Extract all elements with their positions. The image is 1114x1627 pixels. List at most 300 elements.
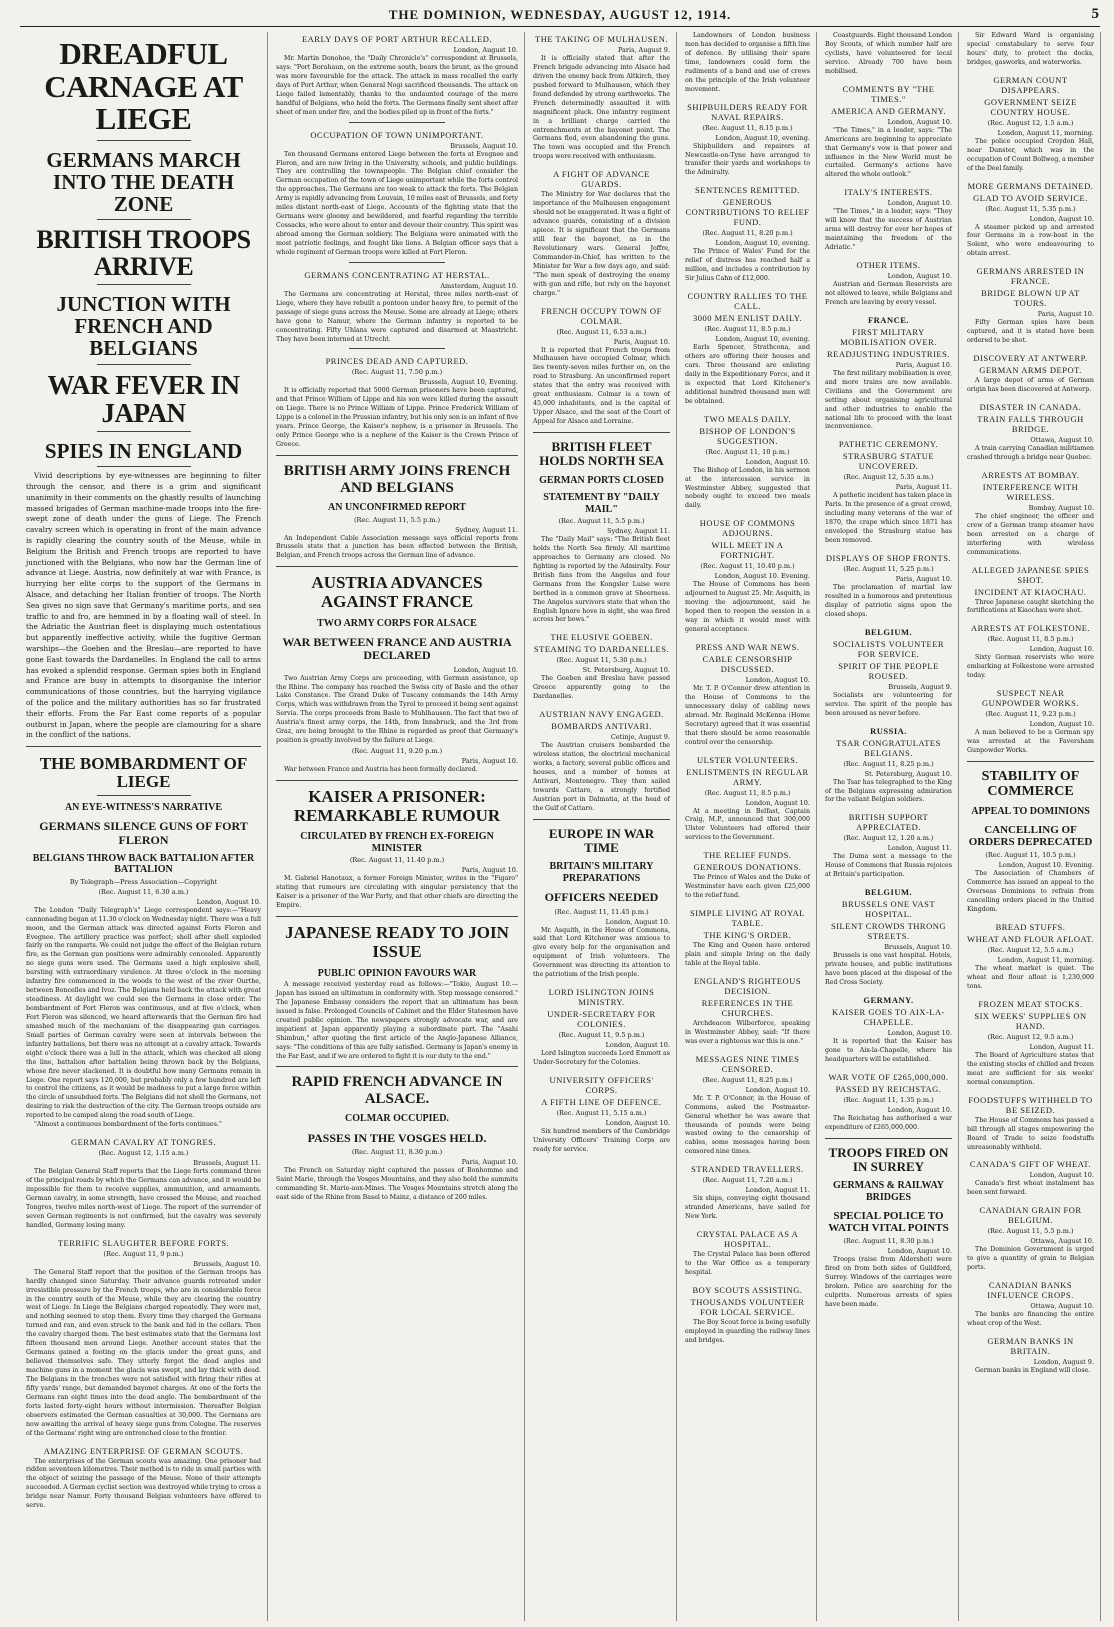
received-date: (Rec. August 11, 8.5 p.m.) — [704, 788, 791, 797]
headline-german-banks: GERMAN BANKS IN BRITAIN. — [987, 1336, 1074, 1357]
received-date: (Rec. August 11, 11.40 p.m.) — [349, 856, 445, 865]
article-body: The first military mobilisation is over, and more trains are now available. Civilians and the Government are setting about organising agricultural and other industries to enable the national life to proceed with the least inconvenience. — [825, 369, 952, 431]
article-body: The French on Saturday night captured the passes of Bonhomme and Saint Marie, through the Vosges Mountains, and they also hold the summits commanding St. Marie-aux-Mines. The Vosges Mountains stretch along the east side of the Rhine from Basel to Mainz, a distance of 200 miles. — [276, 1167, 518, 1201]
subhead-public-opinion: PUBLIC OPINION FAVOURS WAR — [317, 967, 477, 979]
dateline: St. Petersburg, August 10. — [582, 666, 670, 675]
divider — [276, 780, 518, 781]
subhead-kings-order: THE KING'S ORDER. — [703, 930, 792, 941]
subhead-glad-avoid: GLAD TO AVOID SERVICE. — [973, 192, 1088, 203]
headline-canadian-grain: CANADIAN GRAIN FOR BELGIUM. — [979, 1205, 1082, 1226]
article-body: A steamer picked up and arrested four Germans in a row-boat in the Solent, who were endeavouring to obtain arrest. — [967, 223, 1094, 258]
dateline: London, August 10, evening. — [715, 335, 810, 344]
dateline: Amsterdam, August 10. — [440, 281, 518, 290]
dateline: London, August 10. Evening. — [714, 572, 810, 581]
article-body: At a meeting in Belfast, Captain Craig, M.P., announced that 300,000 Ulster Volunteers had offered their services to the Government. — [685, 807, 810, 842]
headline-russia: RUSSIA. — [870, 725, 907, 736]
article-body: A message received yesterday read as follows:—"Tokio, August 10.—Japan has issued an ultimatum in conformity with. Step message censored." The Japanese Embassy considers the report that an ultimatum has been issued is false. Prolonged Councils of Cabinet and the Elder Statesmen have created public opinion. The newspapers strongly advocate war, and are impatient at Japan apparently playing a subordinate part. The "Asahi Shimbun," after quoting the first article of the Anglo-Japanese Alliance, says: "The conditions of this are fully satisfied. Germany is Japan's enemy in the Far East, and if we are ordered to fight it is our duty to the end." — [276, 981, 518, 1060]
dateline: London, August 10. — [887, 272, 952, 280]
subhead-special-police: SPECIAL POLICE TO WATCH VITAL POINTS — [828, 1210, 949, 1235]
headline-shipbuilders: SHIPBUILDERS READY FOR NAVAL REPAIRS. — [687, 101, 808, 122]
subhead-kiaochau: INCIDENT AT KIAOCHAU. — [974, 586, 1087, 597]
article-body: The Crystal Palace has been offered to the War Office as a temporary hospital. — [685, 1251, 810, 1276]
column-5 — [819, 32, 959, 1621]
subhead-two-army-corps: TWO ARMY CORPS FOR ALSACE — [317, 617, 477, 629]
received-date: (Rec. August 12, 5.5 a.m.) — [987, 946, 1074, 955]
article-body: The Prince of Wales and the Duke of Westminster have each given £25,000 to the relief fund. — [685, 874, 810, 900]
article-body: "The Times," in a leader, says: "The Americans are beginning to appreciate that Germany's vow is that power and influence in the New World must be curtailed. Germany's actions have altered the whole outlook." — [825, 126, 952, 179]
subhead-military-preparations: BRITAIN'S MILITARY PREPARATIONS — [549, 861, 654, 884]
divider — [349, 348, 446, 349]
subhead-america-germany: AMERICA AND GERMANY. — [831, 105, 946, 116]
dateline: London, August 10. — [605, 917, 670, 926]
article-body: It is officially stated that after the French brigade advancing into Alsace had driven the enemy back from Altkirch, they pushed forward to Mulhausen, which they found defended by strong earthworks. The French determinedly assaulted it with magnificent pluck. One infantry regiment in a brilliant charge carried the entrenchments at the bayonet point. The Germans fled, even abandoning the guns. The town was occupied and the French troops were received with enthusiasm. — [533, 55, 670, 161]
dateline: Paris, August 10. — [461, 757, 518, 766]
article-body: Mr. T. P. O'Connor, in the House of Commons, asked the Postmaster-General whether he was aware that thousands of pounds were being wasted owing to the censorship of cables, some messages having been censored nine times. — [685, 1094, 810, 1156]
received-date: (Rec. August 11, 10 p.m.) — [705, 447, 790, 456]
article-body: The King and Queen have ordered plain and simple living on the daily table at the Royal table. — [685, 942, 810, 967]
headline-british-fleet: BRITISH FLEET HOLDS NORTH SEA — [539, 438, 664, 469]
dateline: London, August 11. — [887, 844, 952, 853]
subhead-churches: REFERENCES IN THE CHURCHES. — [701, 997, 794, 1018]
headline-princes-dead: PRINCES DEAD AND CAPTURED. — [325, 356, 469, 367]
dateline: Paris, August 10. — [895, 575, 952, 583]
headline-pathetic-ceremony: PATHETIC CEREMONY. — [838, 439, 939, 450]
dateline: Brussels, August 10. — [450, 141, 518, 150]
article-body: The London "Daily Telegraph's" Liege correspondent says:—"Heavy cannonading began at 11.30 o'clock on Wednesday night. There was a full moon, and the German attack was directed against Forts Fleron and Evegnee. The artillery practice was perfect; shell after shell exploded fairly on the ramparts. We could not judge the effect of the Belgian return fire, as the German gun positions were admirably concealed. Apparently no siege guns were used. The Germans used a high explosive shell, bursting with extraordinary virulence. At three o'clock in the morning infantry fire commenced in the woods to the west of the river Ourthe, between Boncelles and Ivoz. The Belgians held back the attack with great steadiness. At daylight we could see the Germans in close order. The bombardment of Fort Fleron was continuous, and at five o'clock, when Fort Fleron was silenced, we heard afterwards that the German fire had smashed much of the mechanism of the disappearing gun carriages. Small parties of German cavalry were seen at intervals between the infantry battalions, but there was no attempt at a cavalry attack. Towards eight o'clock there was a lull in the attack, which was checked all along the line, battalion after battalion being thrown back by the Belgians, whose fire never slackened. It is doubtful how many Germans remain in Liege. One report says 120,000, but probably only a few hundred are left to control the citizens, as it would be madness to put a large force within the circle of unsubdued forts. The Belgians did not shell the Germans, not desiring to risk the destruction of the city. The German troops outside are reported to be camped along the road south of Liege. — [26, 906, 261, 1120]
dateline: London, August 10. — [453, 46, 518, 54]
subhead-arms-depot: GERMAN ARMS DEPOT. — [979, 365, 1082, 376]
headline-spies-england: SPIES IN ENGLAND — [44, 439, 243, 464]
headline-europe-war-time: EUROPE IN WAR TIME — [548, 825, 655, 856]
divider — [349, 262, 446, 263]
article-body: The Association of Chambers of Commerce has issued an appeal to the Overseas Dominions to refrain from cancelling orders placed in the United Kingdom. — [967, 870, 1094, 914]
divider — [276, 566, 518, 567]
divider — [26, 746, 261, 747]
headline-bombay: ARRESTS AT BOMBAY. — [981, 469, 1080, 480]
article-body: A train carrying Canadian militiamen crashed through a bridge near Quebec. — [967, 444, 1094, 461]
article-body: A pathetic incident has taken place in Paris. In the presence of a great crowd, including many veterans of the war of 1870, the crape which since 1871 has enveloped the Strasburg statue has been removed. — [825, 492, 952, 545]
headline-terrific-slaughter: TERRIFIC SLAUGHTER BEFORE FORTS. — [57, 1237, 230, 1248]
newspaper-title: THE DOMINION, WEDNESDAY, AUGUST 12, 1914. — [388, 7, 732, 22]
headline-foodstuffs-seized: FOODSTUFFS WITHHELD TO BE SEIZED. — [968, 1094, 1093, 1115]
dateline: London, August 10. — [887, 199, 952, 208]
article-body: A man believed to be a German spy was arrested at the Faversham Gunpowder Works. — [967, 729, 1094, 755]
subhead-brussels-hospital: BRUSSELS ONE VAST HOSPITAL. — [841, 899, 936, 920]
headline-herstal: GERMANS CONCENTRATING AT HERSTAL. — [304, 269, 490, 280]
subhead-wireless: INTERFERENCE WITH WIRELESS. — [982, 481, 1079, 502]
column-6 — [961, 32, 1101, 1621]
divider — [967, 761, 1094, 762]
headline-canada-wheat: CANADA'S GIFT OF WHEAT. — [969, 1159, 1092, 1170]
article-body: Troops (raise from Aldershot) were fired on from both sides of Guildford, Surrey. Windows of the carriages were broken. Police are searching for the culprits. Numerous arrests of spies have been made. — [825, 1256, 952, 1309]
article-body: Mr. Asquith, in the House of Commons, said that Lord Kitchener was anxious to give every help for the organisation and equipment of Irish volunteers. The Government was directing its attention to the patriotism of the Irish people. — [533, 926, 670, 979]
dateline: London, August 10. — [887, 1028, 952, 1037]
headline-arrested-france: GERMANS ARRESTED IN FRANCE. — [976, 266, 1085, 287]
headline-amazing-enterprise: AMAZING ENTERPRISE OF GERMAN SCOUTS. — [43, 1445, 244, 1456]
received-date: (Rec. August 11, 7.50 p.m.) — [351, 368, 443, 377]
subhead-donations: GENEROUS DONATIONS. — [693, 862, 802, 873]
subhead-appeal-dominions: APPEAL TO DOMINIONS — [971, 805, 1090, 817]
subhead-3000-men: 3000 MEN ENLIST DAILY. — [693, 313, 802, 324]
column-3 — [527, 32, 677, 1621]
headline-comments-times: COMMENTS BY "THE TIMES." — [842, 83, 935, 104]
article-body: Canada's first wheat instalment has been sent forward. — [967, 1180, 1094, 1197]
divider — [97, 219, 191, 220]
article-body: The Germans are concentrating at Herstal, three miles north-east of Liege, where they have rebuilt a pontoon under heavy fire, to permit of the passage of siege guns across the Meuse. Some are already at Liege; others have gone to Namur, where the German infantry is reported to be concentrating. Fifty Uhlans were captured and disarmed at Maastricht. They have been interned at Utrecht. — [276, 290, 518, 343]
received-date: (Rec. August 11, 5.5 p.m.) — [558, 517, 645, 526]
headline-ulster: ULSTER VOLUNTEERS. — [697, 754, 798, 765]
dateline: Brussels, August 11. — [193, 1159, 261, 1168]
article-body: German banks in England will close. — [975, 1367, 1091, 1375]
subhead-under-secretary: UNDER-SECRETARY FOR COLONIES. — [547, 1009, 656, 1030]
received-date: (Rec. August 11, 8.5 p.m.) — [987, 635, 1074, 644]
subhead-fifth-line: A FIFTH LINE OF DEFENCE. — [541, 1097, 662, 1107]
dateline: London, August 10. — [887, 1105, 952, 1114]
article-body: Archdeacon Wilberforce, speaking in Westminster Abbey, said: "If there was ever a righteous war this is one." — [685, 1019, 810, 1045]
dateline: Paris, August 11. — [895, 483, 952, 492]
headline-university-officers: UNIVERSITY OFFICERS' CORPS. — [549, 1075, 654, 1095]
headline-country-rallies: COUNTRY RALLIES TO THE CALL. — [687, 291, 808, 312]
headline-canadian-banks: CANADIAN BANKS INFLUENCE CROPS. — [987, 1280, 1074, 1301]
headline-port-arthur: EARLY DAYS OF PORT ARTHUR RECALLED. — [301, 34, 493, 44]
subhead-passes-vosges: PASSES IN THE VOSGES HELD. — [307, 1130, 487, 1145]
received-date: (Rec. August 11, 8.15 p.m.) — [702, 123, 793, 132]
column-4 — [679, 32, 817, 1621]
subhead-six-weeks: SIX WEEKS' SUPPLIES ON HAND. — [974, 1010, 1087, 1031]
article-body: The wheat market is quiet. The wheat and flour afloat is 1,230,000 tons. — [967, 965, 1094, 991]
headline-lord-islington: LORD ISLINGTON JOINS MINISTRY. — [548, 987, 655, 1008]
dateline: London, August 10. Evening. — [998, 861, 1094, 870]
column-1 — [20, 32, 268, 1621]
subhead-volunteer: THOUSANDS VOLUNTEER FOR LOCAL SERVICE. — [690, 1296, 805, 1317]
dateline: London, August 9. — [1033, 1358, 1094, 1367]
article-body: The Belgian General Staff reports that the Liege forts command three of the principal roads by which the Germans can advance, and it would be impossible for them to receive supplies, ammunition, and armaments. German cavalry, in some strength, have crossed the Meuse, and reached Tongres, twelve miles north-west of Liege. The report of the surrender of seven German regiments is not confirmed, but the cavalry was severely handled, Germany losing many. — [26, 1168, 261, 1229]
headline-crystal-palace: CRYSTAL PALACE AS A HOSPITAL. — [696, 1229, 799, 1250]
article-body: The Ministry for War declares that the importance of the Mulhausen engagement should not be exaggerated. It was a fight of advance guards, consisting of a division apiece. It is significant that the Germans still fear the bayonet, as in the Revolutionary wars. General Joffre, Commander-in-Chief, has written to the Minister for War a few days ago, and said: "The men speak of destroying the enemy with gun and rifle, but rely on the bayonet charge." — [533, 191, 670, 297]
article-body: It is reported that French troops from Mulhausen have occupied Colmar, which lies twenty-seven miles further on, on the road to Strasburg. An unconfirmed report states that the entry was received with great enthusiasm. Colmar is a town of 45,000 inhabitants, and is the capital of Upper Alsace, and the seat of the Court of Appeal for Alsace and Lorraine. — [533, 346, 670, 425]
divider — [825, 1138, 952, 1139]
dateline: Paris, August 10. — [613, 337, 670, 346]
dateline: Brussels, August 10. — [884, 943, 952, 952]
headline-junction: JUNCTION WITH FRENCH AND BELGIANS — [56, 292, 231, 361]
divider — [97, 364, 191, 365]
article-body: The police occupied Croydon Hall, near Dunster, which was in the occupation of Count Bollweg, a member of the Deel family. — [967, 137, 1094, 172]
dateline: Sydney, August 11. — [455, 525, 518, 534]
article-body: The enterprises of the German scouts was amazing. One prisoner had ridden seventeen kilometres. Their method is to ride in small parties with the object of seizing the passage of the Meuse. None of their attempts succeeded. A German cyclist section was destroyed while trying to cross a bridge near Namur. Forty thousand Belgian volunteers have offered to serve. — [26, 1457, 261, 1510]
dateline: Paris, August 10. — [1037, 310, 1094, 319]
headline-dreadful-carnage: DREADFUL CARNAGE AT LIEGE — [44, 36, 243, 137]
headline-disaster-canada: DISASTER IN CANADA. — [979, 401, 1082, 412]
subhead-daily-mail: STATEMENT BY "DAILY MAIL" — [543, 492, 660, 515]
subhead-kaiser-aix: KAISER GOES TO AIX-LA-CHAPELLE. — [832, 1006, 945, 1027]
headline-simple-living: SIMPLE LIVING AT ROYAL TABLE. — [690, 908, 805, 929]
headline-kaiser-prisoner: KAISER A PRISONER: REMARKABLE RUMOUR — [293, 787, 501, 825]
article-body: An Independent Cable Association message says official reports from Brussels state that a junction has been effected between the British, Belgian, and French troops across the German line of advance. — [276, 534, 518, 560]
article-body: The Boy Scout force is being usefully employed in guarding the railway lines and bridges. — [685, 1318, 810, 1344]
received-date: (Rec. August 11, 8.5 p.m.) — [704, 325, 791, 334]
subhead-tsar: TSAR CONGRATULATES BELGIANS. — [836, 737, 941, 758]
received-date: (Rec. August 11, 5.25 p.m.) — [843, 565, 934, 573]
subhead-dardanelles: STEAMING TO DARDANELLES. — [533, 644, 670, 655]
article-body: The Tsar has telegraphed to the King of the Belgians expressing admiration for the valiant Belgian soldiers. — [825, 778, 952, 804]
article-body: Six ships, conveying eight thousand stranded Americans, have sailed for New York. — [685, 1195, 810, 1221]
received-date: (Rec. August 12, 9.5 a.m.) — [987, 1032, 1074, 1041]
headline-france: FRANCE. — [867, 314, 910, 325]
dateline: London, August 10. — [745, 798, 810, 807]
column-2 — [270, 32, 525, 1621]
headline-frozen-meat: FROZEN MEAT STOCKS. — [978, 998, 1083, 1009]
dateline: Sydney, August 11. — [607, 527, 670, 536]
subhead-eyewitness: AN EYE-WITNESS'S NARRATIVE — [64, 801, 223, 813]
dateline: London, August 10. — [605, 1119, 670, 1127]
divider — [97, 140, 191, 141]
headline-italy: ITALY'S INTERESTS. — [844, 187, 933, 198]
article-body: Austrian and German Reservists are not allowed to leave, while Belgians and French are leaving by every vessel. — [825, 281, 952, 306]
dateline: Paris, August 10. — [461, 866, 518, 875]
subhead-antivari: BOMBARDS ANTIVARI. — [551, 721, 652, 732]
dateline: London, August 10. — [887, 1247, 952, 1256]
received-date: (Rec. August 11, 9.23 p.m.) — [985, 710, 1076, 719]
dateline: Brussels, August 10. — [193, 1259, 261, 1268]
subhead-censorship: CABLE CENSORSHIP DISCUSSED. — [702, 653, 793, 674]
article-body: The proclamation of martial law resulted in a humorous and pretentious display of patriotic signs upon the closed shops. — [825, 584, 952, 618]
article-body: The General Staff report that the position of the German troops has hardly changed since Saturday. Their advance guards retreated under irresistible pressure by the French troops, who are in considerable force in the country south of the Meuse, while they are clearing the country west of Liege. In Liege the Belgians charged repeatedly. They were met, and nothing seemed to stop them. Every time they charged the Germans turned and ran, and even struck to the bank and hid in the cellars. Then the cavalry charged them. The best estimates state that the Germans lost fifteen thousand men around Liege. Another account states that the Germans gained a footing on the glacis under the great guns, and believed themselves safe. They utterly forgot the dead angles and machine guns in a moment the glacis was swept, and lay thick with dead. The Belgians in the trenches were not satisfied with firing their rifles at fifty yards' range, but demanded bayonet charges. At one of the forts the Germans ran eight times into the dead angle. The bombardment of the forts lasted forty-eight hours without intermission. Thereafter Belgian observers estimated the German casualties at 30,000. The Germans are now awaiting the arrival of heavy siege guns from Cologne. The reserves of the Germans' right wing are entrenched close to the frontier. — [26, 1268, 261, 1437]
article-body: The Reichstag has authorised a war expenditure of £265,000,000. — [825, 1114, 952, 1131]
subhead-fort-fleron: GERMANS SILENCE GUNS OF FORT FLERON — [39, 819, 248, 847]
subhead-cancelling-orders: CANCELLING OF ORDERS DEPRECATED — [968, 824, 1093, 849]
received-date: (Rec. August 11, 8.20 p.m.) — [702, 229, 793, 238]
dateline: London, August 10. — [745, 675, 810, 684]
headline-german-cavalry: GERMAN CAVALRY AT TONGRES. — [70, 1137, 217, 1148]
divider — [97, 431, 191, 432]
received-date: (Rec. August 12, 1.5 a.m.) — [987, 118, 1074, 127]
article-body: It is reported that the Kaiser has gone to Aix-la-Chapelle, where his headquarters will be established. — [825, 1037, 952, 1063]
subhead-silent-crowds: SILENT CROWDS THRONG STREETS. — [831, 921, 946, 942]
article-body: The Goeben and Breslau have passed Greece apparently going to the Dardanelles. — [533, 675, 670, 701]
dateline: Ottawa, August 10. — [1030, 1302, 1094, 1311]
headline-messages-censored: MESSAGES NINE TIMES CENSORED. — [695, 1053, 800, 1074]
headline-goeben: THE ELUSIVE GOEBEN. — [550, 632, 653, 643]
article-body: Landowners of London business men has decided to organise a fifth line of defence. By utilising their spare time, landowners could form the rudiments of a band and use of crews on the principle of the Irish volunteer movement. — [685, 32, 810, 93]
headline-british-army-joins: BRITISH ARMY JOINS FRENCH AND BELGIANS — [283, 463, 511, 496]
dateline: London, August 10. — [196, 897, 261, 906]
received-date: (Rec. August 11, 6.53 a.m.) — [556, 327, 647, 336]
dateline: London, August 10. — [887, 117, 952, 126]
headline-bread-stuffs: BREAD STUFFS. — [995, 922, 1066, 933]
received-date: (Rec. August 12, 1.20 a.m.) — [843, 834, 934, 843]
article-body: The Duma sent a message to the House of Commons that Russia rejoices at Britain's participation. — [825, 853, 952, 879]
dateline: London, August 10. — [745, 457, 810, 466]
received-date: (Rec. August 11, 5.15 a.m.) — [556, 1109, 647, 1117]
article-body: The Bishop of London, in his sermon at the intercession service in Westminster Abbey, suggested that nobody ought to exceed two meals daily. — [685, 466, 810, 510]
dateline: London, August 10, evening. — [715, 239, 810, 248]
subhead-relief-fund: GENEROUS CONTRIBUTIONS TO RELIEF FUND. — [685, 197, 810, 228]
article-body: The Austrian cruisers bombarded the wireless station, the electrical mechanical works, a factory, several public offices and houses, and a number of homes at Antivari, Montenegro. They then sailed towards Cattaro, a strongly fortified Austrian port in Dalmatia, at the head of the Gulf of Cattaro. — [533, 742, 670, 812]
received-date: (Rec. August 11, 8.25 p.m.) — [843, 759, 934, 768]
divider — [97, 284, 191, 285]
headline-shop-fronts: DISPLAYS OF SHOP FRONTS. — [825, 553, 952, 563]
headline-bombardment-liege: THE BOMBARDMENT OF LIEGE — [39, 754, 248, 792]
received-date: (Rec. August 11, 8.30 p.m.) — [351, 1148, 443, 1157]
subhead-wheat-flour: WHEAT AND FLOUR AFLOAT. — [967, 934, 1094, 945]
dateline: Paris, August 10. — [895, 360, 952, 369]
subhead-bridge-tours: BRIDGE BLOWN UP AT TOURS. — [981, 288, 1080, 309]
headline-stability-commerce: STABILITY OF COMMERCE — [981, 769, 1080, 800]
received-date: (Rec. August 11, 8.25 p.m.) — [702, 1075, 793, 1084]
headline-relief-funds: THE RELIEF FUNDS. — [703, 850, 792, 861]
article-body: Socialists are volunteering for service. The spirit of the people has been aroused as never before. — [825, 691, 952, 717]
subhead-officers-needed: OFFICERS NEEDED — [544, 890, 659, 905]
subhead-belgians-throw-back: BELGIANS THROW BACK BATTALION AFTER BATTALION — [32, 852, 255, 876]
headline-germany: GERMANY. — [863, 994, 914, 1005]
subhead-mobilisation-over: FIRST MILITARY MOBILISATION OVER. — [840, 326, 937, 347]
dateline: London, August 10. — [605, 1041, 670, 1050]
subhead-bishop: BISHOP OF LONDON'S SUGGESTION. — [699, 425, 796, 446]
headline-war-fever-japan: WAR FEVER IN JAPAN — [47, 369, 240, 428]
dateline: London, August 10, evening. — [715, 133, 810, 142]
divider — [533, 819, 670, 820]
intro-summary: Vivid descriptions by eye-witnesses are beginning to filter through the censor, and there is a grim and significant unanimity in their comments on the ghastly results of launching massed brigades of German machine-made troops into the fire-swept zone of death under the guns of Liege. The French cavalry screen which is operating in front of the main advance is rapidly clearing the country south of the Meuse, while in Belgium the British and French troops are reported to have junctioned with the Belgians, who now bar the German line of advance at Liege. Austria, now definitely at war with France, is hurrying her elite corps to the support of the Germans in Alsace, and detaching her Italian frontier of troops. The North Sea gives no sign save that Germany's maritime ports, and sea traffic to and fro, are hemmed in by a floating wall of steel. In the Adriatic the Austrian fleet is displaying much ostentatious but apparently ineffective activity, while the fugitive German warships—the Goeben and the Breslau—are reported to have gone East towards the Dardanelles. In England the call to arms has evoked a splendid response. German spies both in England and France are busy in attempts to disorganise the interior communications of those countries, but the harrying vigilance of the police and the military authorities has so far frustrated their efforts. From the Far East come reports of a popular outburst in Japan, where the people are clamouring for a share in the conflict of the nations. — [26, 471, 261, 740]
headline-belgium-2: BELGIUM. — [864, 887, 913, 898]
article-body: Six hundred members of the Cambridge University Officers' Training Corps are ready for service. — [533, 1128, 670, 1153]
article-body: The House of Commons has been adjourned to August 25. Mr. Asquith, in moving the adjournment, said he hoped then to reopen the session in a way in which it would meet with general acceptance. — [685, 581, 810, 633]
received-date: (Rec. August 11, 9 p.m.) — [103, 1249, 184, 1258]
article-body: The Dominion Government is urged to give a quantity of grain to Belgian ports. — [967, 1246, 1094, 1272]
headline-other-items: OTHER ITEMS. — [856, 260, 921, 270]
divider — [349, 122, 446, 123]
received-date: (Rec. August 12, 5.35 a.m.) — [843, 473, 934, 482]
headline-germans-march: GERMANS MARCH INTO THE DEATH ZONE — [46, 147, 241, 216]
article-body: The banks are financing the entire wheat crop of the West. — [967, 1311, 1094, 1328]
divider — [276, 455, 518, 456]
dateline: London, August 10. — [453, 665, 518, 674]
article-body: Mr. T. P. O'Connor drew attention in the House of Commons to the unnecessary delay of cabling news abroad. Mr. Reginald McKenna (Home Secretary) agreed that it was essential that there should be some reasonable control over the censorship. — [685, 684, 810, 746]
article-body: Brussels is one vast hospital. Hotels, private houses, and public institutions have been placed at the disposal of the Red Cross Society. — [825, 952, 952, 986]
dateline: St. Petersburg, August 10. — [864, 769, 952, 778]
dateline: London, August 11, morning. — [997, 956, 1094, 965]
received-date: (Rec. August 11, 5.30 p.m.) — [556, 656, 647, 665]
article-body: Fifty German spies have been captured, and it is stated have been ordered to be shot. — [967, 319, 1094, 345]
article-body: M. Gabriel Hanotaux, a former Foreign Minister, writes in the "Figaro" stating that rumours are circulating with singular persistency that the Kaiser is a prisoner of the War Party, and that other chiefs are directing the Empire. — [276, 875, 518, 910]
received-date: (Rec. August 11, 8.30 p.m.) — [843, 1237, 934, 1246]
subhead-country-house: GOVERNMENT SEIZE COUNTRY HOUSE. — [984, 96, 1077, 117]
article-body: The chief engineer, the officer and crew of a German tramp steamer have been arrested on a charge of interfering with wireless communications. — [967, 512, 1094, 556]
subhead-reichstag: PASSED BY REICHSTAG. — [835, 1083, 942, 1094]
article-body: "The Times," in a leader, says: "They will know that the success of Austrian arms will destroy for ever her hopes of maintaining the freedom of the Adriatic." — [825, 208, 952, 252]
received-date: (Rec. August 11, 7.20 a.m.) — [702, 1176, 793, 1185]
article-body: It is officially reported that 5000 German prisoners have been captured, and that Prince William of Lippe and his son were killed during the assault on Liege. There is no Prince William of Lippe. Prince Frederick William of Lippe is a colonel in the Prussian infantry, but his only son is an infant of five years. Prince George, the Kaiser's nephew, is a prisoner in Brussels. The only Prince George who is a nephew of the Kaiser is the Crown Prince of Greece. — [276, 387, 518, 449]
received-date: (Rec. August 11, 5.5 p.m.) — [987, 1227, 1074, 1236]
headline-count-disappears: GERMAN COUNT DISAPPEARS. — [993, 74, 1068, 95]
subhead-ports-closed: GERMAN PORTS CLOSED — [539, 474, 664, 486]
headline-austria-advances: AUSTRIA ADVANCES AGAINST FRANCE — [311, 573, 483, 611]
received-date: (Rec. August 12, 1.15 a.m.) — [98, 1149, 189, 1158]
article-body: Sir Edward Ward is organising special constabulary to serve four hours' duty, to protect the docks, bridges, gasworks, and waterworks. — [967, 32, 1094, 66]
received-date: (Rec. August 11, 6.30 a.m.) — [98, 887, 189, 896]
dateline: London, August 10. — [1029, 720, 1094, 729]
article-body: War between France and Austria has been formally declared. — [284, 766, 478, 774]
headline-war-vote: WAR VOTE OF £265,000,000. — [828, 1071, 949, 1082]
headline-occupation-town: OCCUPATION OF TOWN UNIMPORTANT. — [310, 129, 484, 140]
article-body: Lord Islington succeeds Lord Emmott as Under-Secretary for the Colonies. — [533, 1050, 670, 1067]
dateline: London, August 10. — [1029, 645, 1094, 654]
page-number: 5 — [1091, 6, 1100, 22]
received-date: (Rec. August 11, 1.35 p.m.) — [843, 1095, 934, 1104]
headline-belgium: BELGIUM. — [864, 626, 913, 637]
dateline: Cetinje, August 9. — [610, 733, 670, 742]
article-body: The Prince of Wales' Fund for the relief of distress has reached half a million, and includes a contribution by Sir Julius Cahn of £12,000. — [685, 248, 810, 283]
headline-stranded: STRANDED TRAVELLERS. — [691, 1164, 804, 1175]
article-body: Two Austrian Army Corps are proceeding, with German assistance, up the Rhine. The company has reached the Swiss city of Basle and the other Lake Constance. The Grand Duke of Tuscany commands the 14th Army Corps, which was withdrawn from the Tyrol to proceed it being sent against Servia. The corps proceeds from Basle to Muhlhausen. The fact that two of Austria's finest army corps, the 14th, from Innsbruck, and the 3rd from Graz, are being brought to the Rhine is regarded as proof that Germany's position is greatly involved by the failure at Liege. — [276, 674, 518, 745]
subhead-industries: READJUSTING INDUSTRIES. — [827, 348, 950, 359]
article-body: Mr. Martin Donohoe, the "Daily Chronicle's" correspondent at Brussels, says: "Port Borahaun, on the extreme south, bears the brunt, as the ground was more favourable for the attack. The attack in mass recalled the early days of Port Arthur, when General Nogi sacrificed thousands. The attack on Liege failed lamentably, thanks to the undaunted courage of the mere handful of Belgians, who held the forts. The Germans finally sent sheet after sheet of men under fire, and the bodies piled up in front of the forts." — [276, 55, 518, 116]
headline-boy-scouts: BOY SCOUTS ASSISTING. — [692, 1284, 803, 1295]
received-date: (Rec. August 11, 5.35 p.m.) — [985, 204, 1076, 213]
subhead-socialists: SOCIALISTS VOLUNTEER FOR SERVICE. — [832, 638, 945, 659]
dateline: London, August 10. — [1029, 214, 1094, 223]
headline-more-germans: MORE GERMANS DETAINED. — [967, 180, 1094, 191]
headline-sentences-remitted: SENTENCES REMITTED. — [695, 185, 800, 196]
dateline: London, August 10. — [745, 1085, 810, 1094]
article-body: The House of Commons has passed a bill through all stages empowering the Board of Trade to seize foodstuffs unreasonably withheld. — [967, 1116, 1094, 1151]
subhead-french-minister: CIRCULATED BY FRENCH EX-FOREIGN MINISTER — [300, 831, 494, 854]
dateline: London, August 10. — [1029, 1171, 1094, 1180]
headline-commons-adjourns: HOUSE OF COMMONS ADJOURNS. — [699, 518, 796, 539]
received-date: (Rec. August 11, 5.5 p.m.) — [353, 515, 441, 524]
received-date: (Rec. August 11, 10.5 p.m.) — [985, 851, 1076, 860]
subhead-unconfirmed: AN UNCONFIRMED REPORT — [328, 502, 466, 513]
dateline: Paris, August 9. — [617, 46, 670, 54]
dateline: Paris, August 10. — [461, 1158, 518, 1167]
article-body: Three Japanese caught sketching the fortifications at Kiaochau were shot. — [967, 598, 1094, 615]
dateline: Ottawa, August 10. — [1030, 1237, 1094, 1246]
dateline: Ottawa, August 10. — [1030, 435, 1094, 444]
dateline: London, August 11. — [745, 1186, 810, 1195]
article-body: Earls Spencer, Strathcona, and others are offering their houses and cars. Three thousand are enlisting daily in the Expeditionary Force, and it is expected that Lord Kitchener's additional hundred thousand men will be obtained. — [685, 344, 810, 405]
divider — [533, 432, 670, 433]
headline-japanese-ready: JAPANESE READY TO JOIN ISSUE — [285, 923, 509, 961]
article-body: Ten thousand Germans entered Liege between the forts at Evegnee and Fleron, and are now living in the University, schools, and public buildings. They are controlling the townspeople. The Belgian chief consider the German occupation of the town of Liege unimportant while the forts control the approaches. The Germans are too weak to attack the forts. The Belgian Army is rapidly advancing from Louvain, 10 miles east of Brussels, and forty miles distant north-east of Liege. Accounts of the fighting state that the Germans were gloomy and bewildered, and fearful regarding the terrible Cossacks, who were about to enter and devour their country. This spirit was abroad among the German soldiery. The Belgians were animated with the most patriotic feelings, and fought like lions. A Belgian officer says that a whole regiment of German troops were killed at Fort Fleron. — [276, 150, 518, 256]
subhead-fortnight: WILL MEET IN A FORTNIGHT. — [711, 540, 784, 561]
dateline: Bombay, August 10. — [1028, 503, 1094, 512]
headline-folkestone: ARRESTS AT FOLKESTONE. — [970, 623, 1091, 634]
headline-press-war-news: PRESS AND WAR NEWS. — [695, 641, 800, 652]
subhead-train-falls: TRAIN FALLS THROUGH BRIDGE. — [977, 413, 1084, 434]
received-date: (Rec. August 11, 9.20 p.m.) — [351, 747, 443, 756]
headline-advance-guards: A FIGHT OF ADVANCE GUARDS. — [553, 169, 650, 190]
headline-antwerp: DISCOVERY AT ANTWERP. — [973, 353, 1088, 364]
dateline: Brussels, August 9. — [888, 682, 952, 691]
received-date: (Rec. August 11, 9.5 p.m.) — [558, 1031, 645, 1040]
headline-austrian-navy: AUSTRIAN NAVY ENGAGED. — [539, 709, 664, 720]
received-date: (Rec. August 11, 11.45 p.m.) — [554, 907, 649, 916]
headline-righteous-decision: ENGLAND'S RIGHTEOUS DECISION. — [693, 975, 802, 996]
dateline: London, August 11. — [1029, 1042, 1094, 1051]
headline-british-support: BRITISH SUPPORT APPRECIATED. — [848, 812, 929, 833]
received-date: (Rec. August 11, 10.40 p.m.) — [700, 562, 795, 571]
headline-two-meals: TWO MEALS DAILY. — [703, 413, 792, 424]
headline-rapid-french-advance: RAPID FRENCH ADVANCE IN ALSACE. — [291, 1074, 503, 1107]
article-body: The "Daily Mail" says: "The British fleet holds the North Sea firmly. All maritime approaches to Germany are closed. No fighting is reported by the Admiralty. Four British fans from the Angelus and four Germans from the Kongsler Luise were berthed in a common grave at Sheerness. The Angelus survivors state that when the English Ignore hove in sight, she was fired across her bows." — [533, 536, 670, 624]
subhead-colmar: COLMAR OCCUPIED. — [345, 1113, 449, 1125]
article-body: Shipbuilders and repairers at Newcastle-on-Tyne have arranged to transfer their yards and workshops to the Admiralty. — [685, 142, 810, 177]
byline: By Telegraph—Press Association—Copyright — [69, 877, 218, 886]
article-quote: "Almost a continuous bombardment of the forts continues." — [34, 1121, 222, 1129]
headline-japanese-spies: ALLEGED JAPANESE SPIES SHOT. — [971, 564, 1090, 585]
article-body: Coastguards. Eight thousand London Boy Scouts, of which number half are cyclists, have volunteered for local service. Already 700 have been mobilised. — [825, 32, 952, 75]
dateline: Brussels, August 10, Evening. — [419, 378, 518, 387]
headline-troops-fired-on: TROOPS FIRED ON IN SURREY — [828, 1144, 949, 1174]
